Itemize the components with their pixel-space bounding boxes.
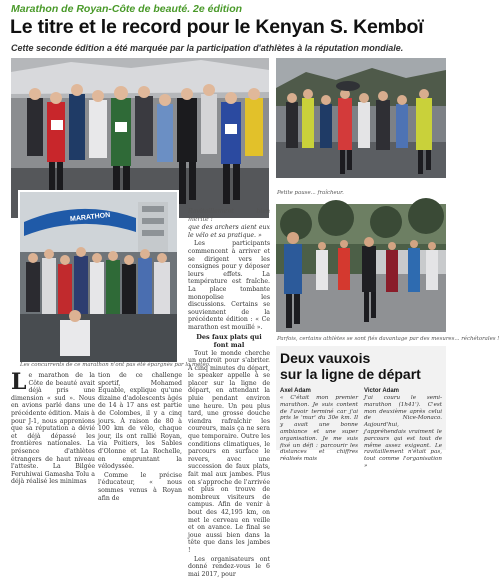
- column-3-p2: Les participants commencent à arriver et se dirigent vers les consignes pour y déposer leurs effets. La température est fraîche. La place tombante monopolise les discussions. Certains se souviennent de la précédente édition : « Ce marathon est mouillé ».: [188, 240, 270, 331]
- article-column-2: [98, 372, 182, 502]
- article-headline: Le titre et le record pour le Kenyan S. Kemboï: [10, 16, 424, 38]
- column-3-p1: que des archers aient eux le vélo et sa pratique. »: [188, 224, 270, 239]
- column-3-lead: Ravitaillement bien mérité !: [188, 208, 270, 223]
- box-column-left: [280, 388, 358, 463]
- dropcap: L: [11, 369, 27, 395]
- photo-start-line: [18, 190, 179, 364]
- caption-rain-runners: Petite pause... fraîcheur.: [277, 190, 344, 196]
- photo-course-runners: [276, 204, 446, 332]
- article-kicker: Marathon de Royan-Côte de beauté. 2e édition: [11, 3, 243, 15]
- caption-course-runners: Parfois, certains athlètes se sont fiés davantage par des mesures... réchétorales !: [277, 336, 499, 342]
- article-column-1: [11, 369, 95, 486]
- article-lede: Cette seconde édition a été marquée par la participation d'athlètes à la réputation mondiale.: [11, 43, 404, 53]
- box-title-line-2: sur la ligne de départ: [280, 366, 421, 382]
- column-1-text: e marathon de la Côte de beauté avait déjà pris une dimension « sud ». Nous en avions parlé dans une précédente édition. Mais à pour J-1, nous apprenions que sa réputation a dévié et déjà dépassé les frontières nationales. La présence d'athlètes étrangers de haut niveau l'atteste. La Bilgée Feruhiwai Gamasha Tolu a déjà réalisé les minimas: [11, 372, 95, 486]
- banner-label: MARATHON: [69, 211, 111, 224]
- column-3-p3: Tout le monde cherche un endroit pour s'abriter. À cinq minutes du départ, le speaker appelle à se placer sur la ligne de départ, en attendant la pluie pendant environ une heure. Un peu plus tard, une grosse douche viendra rafraîchir les coureurs, mais ça ne sera que temporaire. Outre les conditions climatiques, le parcours en surface le revers, avec une succession de faux plats, fait mal aux jambes. Plus on s'approche de l'arrivée et plus on trouve de nombreux visiteurs de campus. Afin de venir à bout des 42,195 km, on met le cerveau en veille et on avance. Le final se joue aussi bien dans la tête que dans les jambes !: [188, 349, 270, 554]
- column-3-p4: Les organisateurs ont donné rendez-vous le 6 mai 2017, pour: [188, 555, 270, 578]
- box-left-text: « C'était mon premier marathon. Je suis content de l'avoir terminé car j'ai pris le 'mur' du 30e km. Il y avait une bonne ambiance et une super organisation. Je me suis fixé un défi : parcourir les distances et chiffres réalisés mais: [280, 395, 358, 463]
- column-2-text-2: Comme le précise l'éducateur, « nous sommes venus à Royan afin de: [98, 471, 182, 502]
- article-column-3: [188, 208, 270, 578]
- box-left-name: Axel Adam: [280, 388, 311, 394]
- column-2-text: tion de ce challenge sportif, Mohamed Equable, explique qu'une dizaine d'adolescents âgés de 14 à 17 ans est partie de Colombes, il y a cinq jours. À raison de 80 à 100 km de vélo, chaque jour, ils ont rallié Royan, via Poitiers, les Sables d'Olonne et La Rochelle, en empruntant la vélodyssée.: [98, 372, 182, 471]
- sidebar-box: [276, 346, 446, 469]
- box-right-name: Victor Adam: [364, 388, 400, 394]
- box-right-text: J'ai couru le semi-marathon (1h41'). C'est mon deuxième après celui de Nice-Monaco. Aujourd'hui, j'appréhendais vraiment le parcours qui est tout de même assez exigeant. Le ravitaillement n'était pas, tout comme l'organisation »: [364, 395, 442, 469]
- box-column-right: [364, 388, 442, 469]
- caption-start-line: Les concurrents de ce marathon n'ont pas été épargnés par la météo.: [20, 362, 211, 368]
- box-title-line-1: Deux vauxois: [280, 350, 371, 366]
- column-3-subhead: Des faux plats qui font mal: [196, 332, 262, 349]
- box-title: [280, 350, 444, 382]
- photo-rain-runners: [276, 58, 446, 178]
